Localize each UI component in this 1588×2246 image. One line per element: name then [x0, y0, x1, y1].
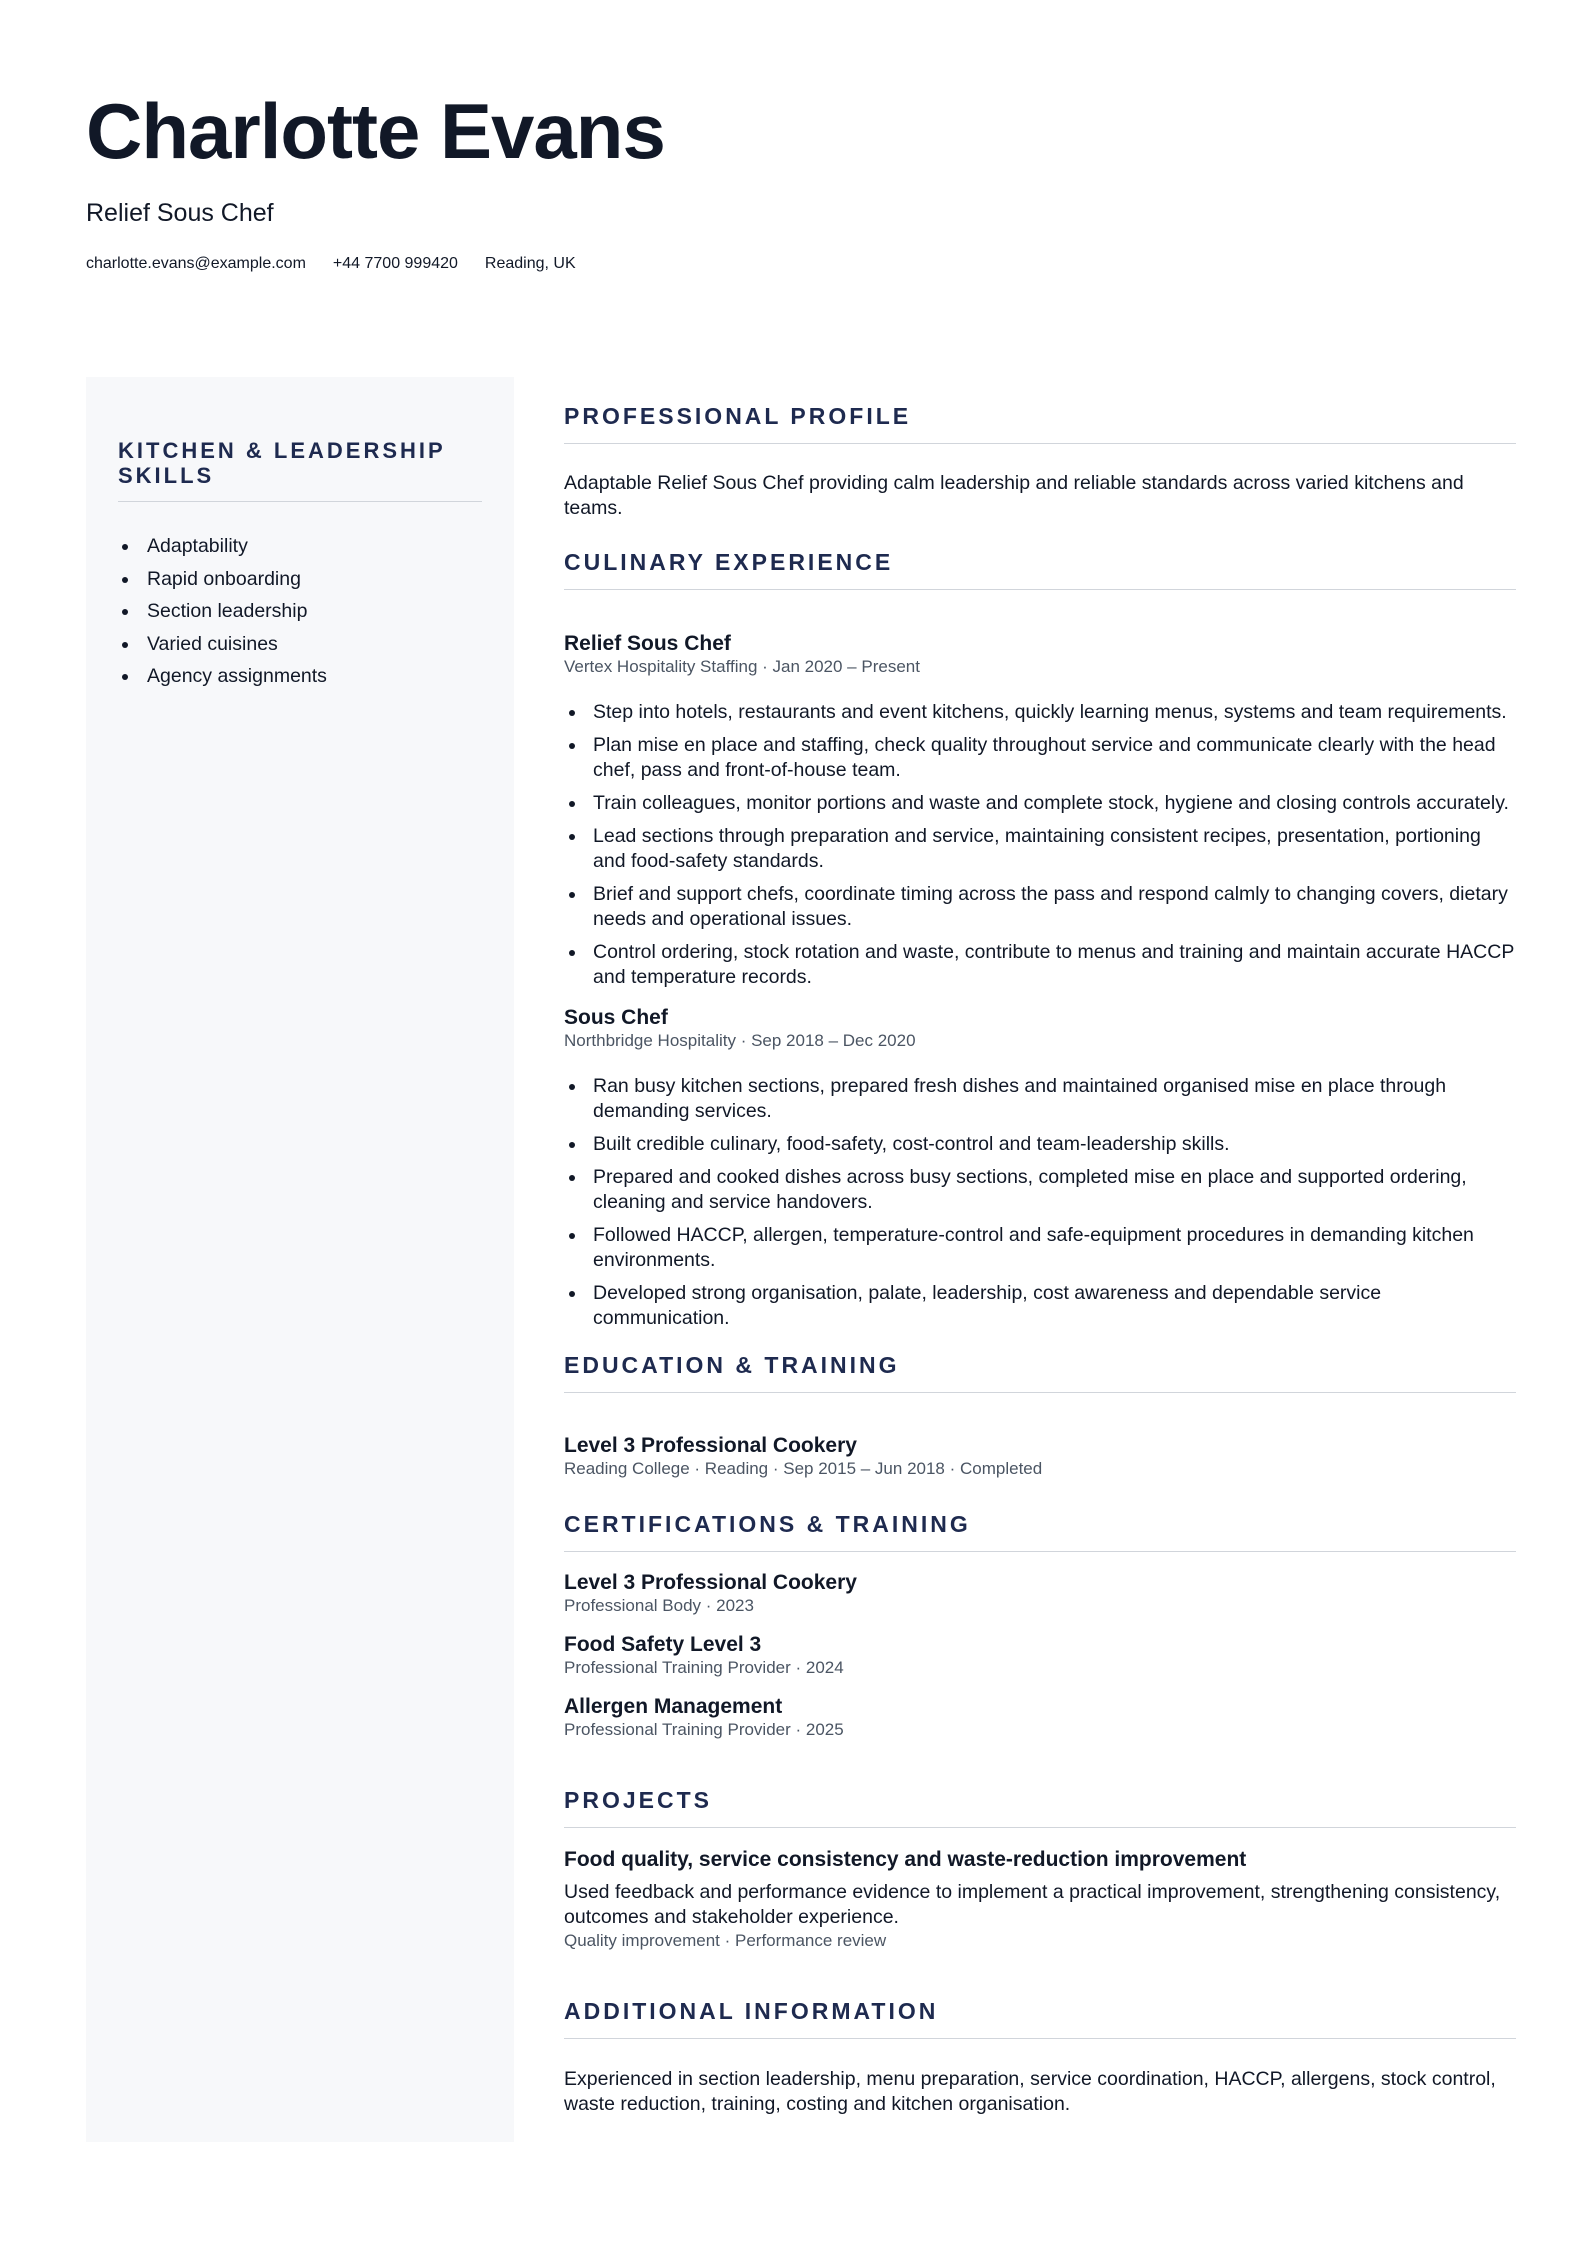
job-bullet: Plan mise en place and staffing, check quality throughout service and communicate clearly with the head chef, pass and front-of-house team. — [564, 733, 1516, 783]
certification-title: Food Safety Level 3 — [564, 1633, 762, 1656]
job-bullet: Developed strong organisation, palate, leadership, cost awareness and dependable service communication. — [564, 1281, 1516, 1331]
contact-phone[interactable]: +44 7700 999420 — [332, 255, 458, 272]
candidate-name: Charlotte Evans — [86, 87, 665, 175]
additional-heading: ADDITIONAL INFORMATION — [564, 1997, 1516, 2039]
job-bullet: Control ordering, stock rotation and waste, contribute to menus and training and maintain accurate HACCP and temperature records. — [564, 940, 1516, 990]
education-heading: EDUCATION & TRAINING — [564, 1351, 1516, 1393]
skill-item: Varied cuisines — [118, 628, 482, 661]
certification-meta: Professional Training Provider · 2024 — [564, 1658, 844, 1677]
job-bullet: Step into hotels, restaurants and event kitchens, quickly learning menus, systems and team requirements. — [564, 700, 1516, 725]
skills-heading: KITCHEN & LEADERSHIP SKILLS — [118, 438, 482, 502]
additional-section — [564, 1997, 1516, 2117]
job-meta: Vertex Hospitality Staffing · Jan 2020 – Present — [564, 657, 920, 676]
skill-item: Section leadership — [118, 595, 482, 628]
job-bullet: Train colleagues, monitor portions and waste and complete stock, hygiene and closing controls accurately. — [564, 791, 1516, 816]
job-bullet: Lead sections through preparation and service, maintaining consistent recipes, presentation, portioning and food-safety standards. — [564, 824, 1516, 874]
certification-title: Allergen Management — [564, 1695, 783, 1718]
job-role: Relief Sous Chef — [86, 199, 274, 227]
project-description: Used feedback and performance evidence to implement a practical improvement, strengthening consistency, outcomes and stakeholder experience. — [564, 1881, 1501, 1928]
profile-section — [564, 402, 1516, 521]
project-meta: Quality improvement · Performance review — [564, 1931, 887, 1950]
experience-heading: CULINARY EXPERIENCE — [564, 548, 1516, 590]
contact-email[interactable]: charlotte.evans@example.com — [86, 255, 306, 272]
project-title: Food quality, service consistency and waste-reduction improvement — [564, 1848, 1247, 1871]
job-entry — [564, 632, 1516, 990]
job-title: Relief Sous Chef — [564, 632, 731, 655]
certification-meta: Professional Training Provider · 2025 — [564, 1720, 844, 1739]
job-bullet: Built credible culinary, food-safety, cost-control and team-leadership skills. — [564, 1132, 1516, 1157]
job-bullets — [564, 1074, 1516, 1331]
certification-entry — [564, 1695, 1516, 1741]
main-content — [564, 402, 1516, 2117]
profile-text: Adaptable Relief Sous Chef providing calm leadership and reliable standards across varied kitchens and teams. — [564, 472, 1464, 519]
job-entry — [564, 1006, 1516, 1331]
job-bullet: Followed HACCP, allergen, temperature-control and safe-equipment procedures in demanding kitchen environments. — [564, 1223, 1516, 1273]
projects-section — [564, 1786, 1516, 1952]
job-bullets — [564, 700, 1516, 990]
projects-heading: PROJECTS — [564, 1786, 1516, 1828]
education-entry — [564, 1434, 1516, 1480]
certification-entry — [564, 1633, 1516, 1679]
contact-location: Reading, UK — [484, 255, 576, 272]
skill-item: Adaptability — [118, 530, 482, 563]
profile-heading: PROFESSIONAL PROFILE — [564, 402, 1516, 444]
skills-sidebar — [86, 377, 514, 2142]
skill-item: Rapid onboarding — [118, 563, 482, 596]
education-section — [564, 1351, 1516, 1480]
certification-title: Level 3 Professional Cookery — [564, 1571, 857, 1594]
job-bullet: Ran busy kitchen sections, prepared fresh dishes and maintained organised mise en place through demanding services. — [564, 1074, 1516, 1124]
job-bullet: Brief and support chefs, coordinate timing across the pass and respond calmly to changing covers, dietary needs and operational issues. — [564, 882, 1516, 932]
skill-item: Agency assignments — [118, 660, 482, 693]
project-entry — [564, 1848, 1516, 1952]
education-title: Level 3 Professional Cookery — [564, 1434, 857, 1457]
education-meta: Reading College · Reading · Sep 2015 – Jun 2018 · Completed — [564, 1459, 1043, 1478]
certifications-heading: CERTIFICATIONS & TRAINING — [564, 1510, 1516, 1552]
job-title: Sous Chef — [564, 1006, 668, 1029]
additional-text: Experienced in section leadership, menu preparation, service coordination, HACCP, allergens, stock control, waste reduction, training, costing and kitchen organisation. — [564, 2068, 1496, 2115]
experience-section — [564, 548, 1516, 1331]
contact-line — [86, 254, 576, 273]
certification-entry — [564, 1571, 1516, 1617]
certification-meta: Professional Body · 2023 — [564, 1596, 754, 1615]
certifications-section — [564, 1510, 1516, 1741]
job-bullet: Prepared and cooked dishes across busy sections, completed mise en place and supported ordering, cleaning and service handovers. — [564, 1165, 1516, 1215]
job-meta: Northbridge Hospitality · Sep 2018 – Dec 2020 — [564, 1031, 916, 1050]
skills-list — [118, 530, 482, 693]
